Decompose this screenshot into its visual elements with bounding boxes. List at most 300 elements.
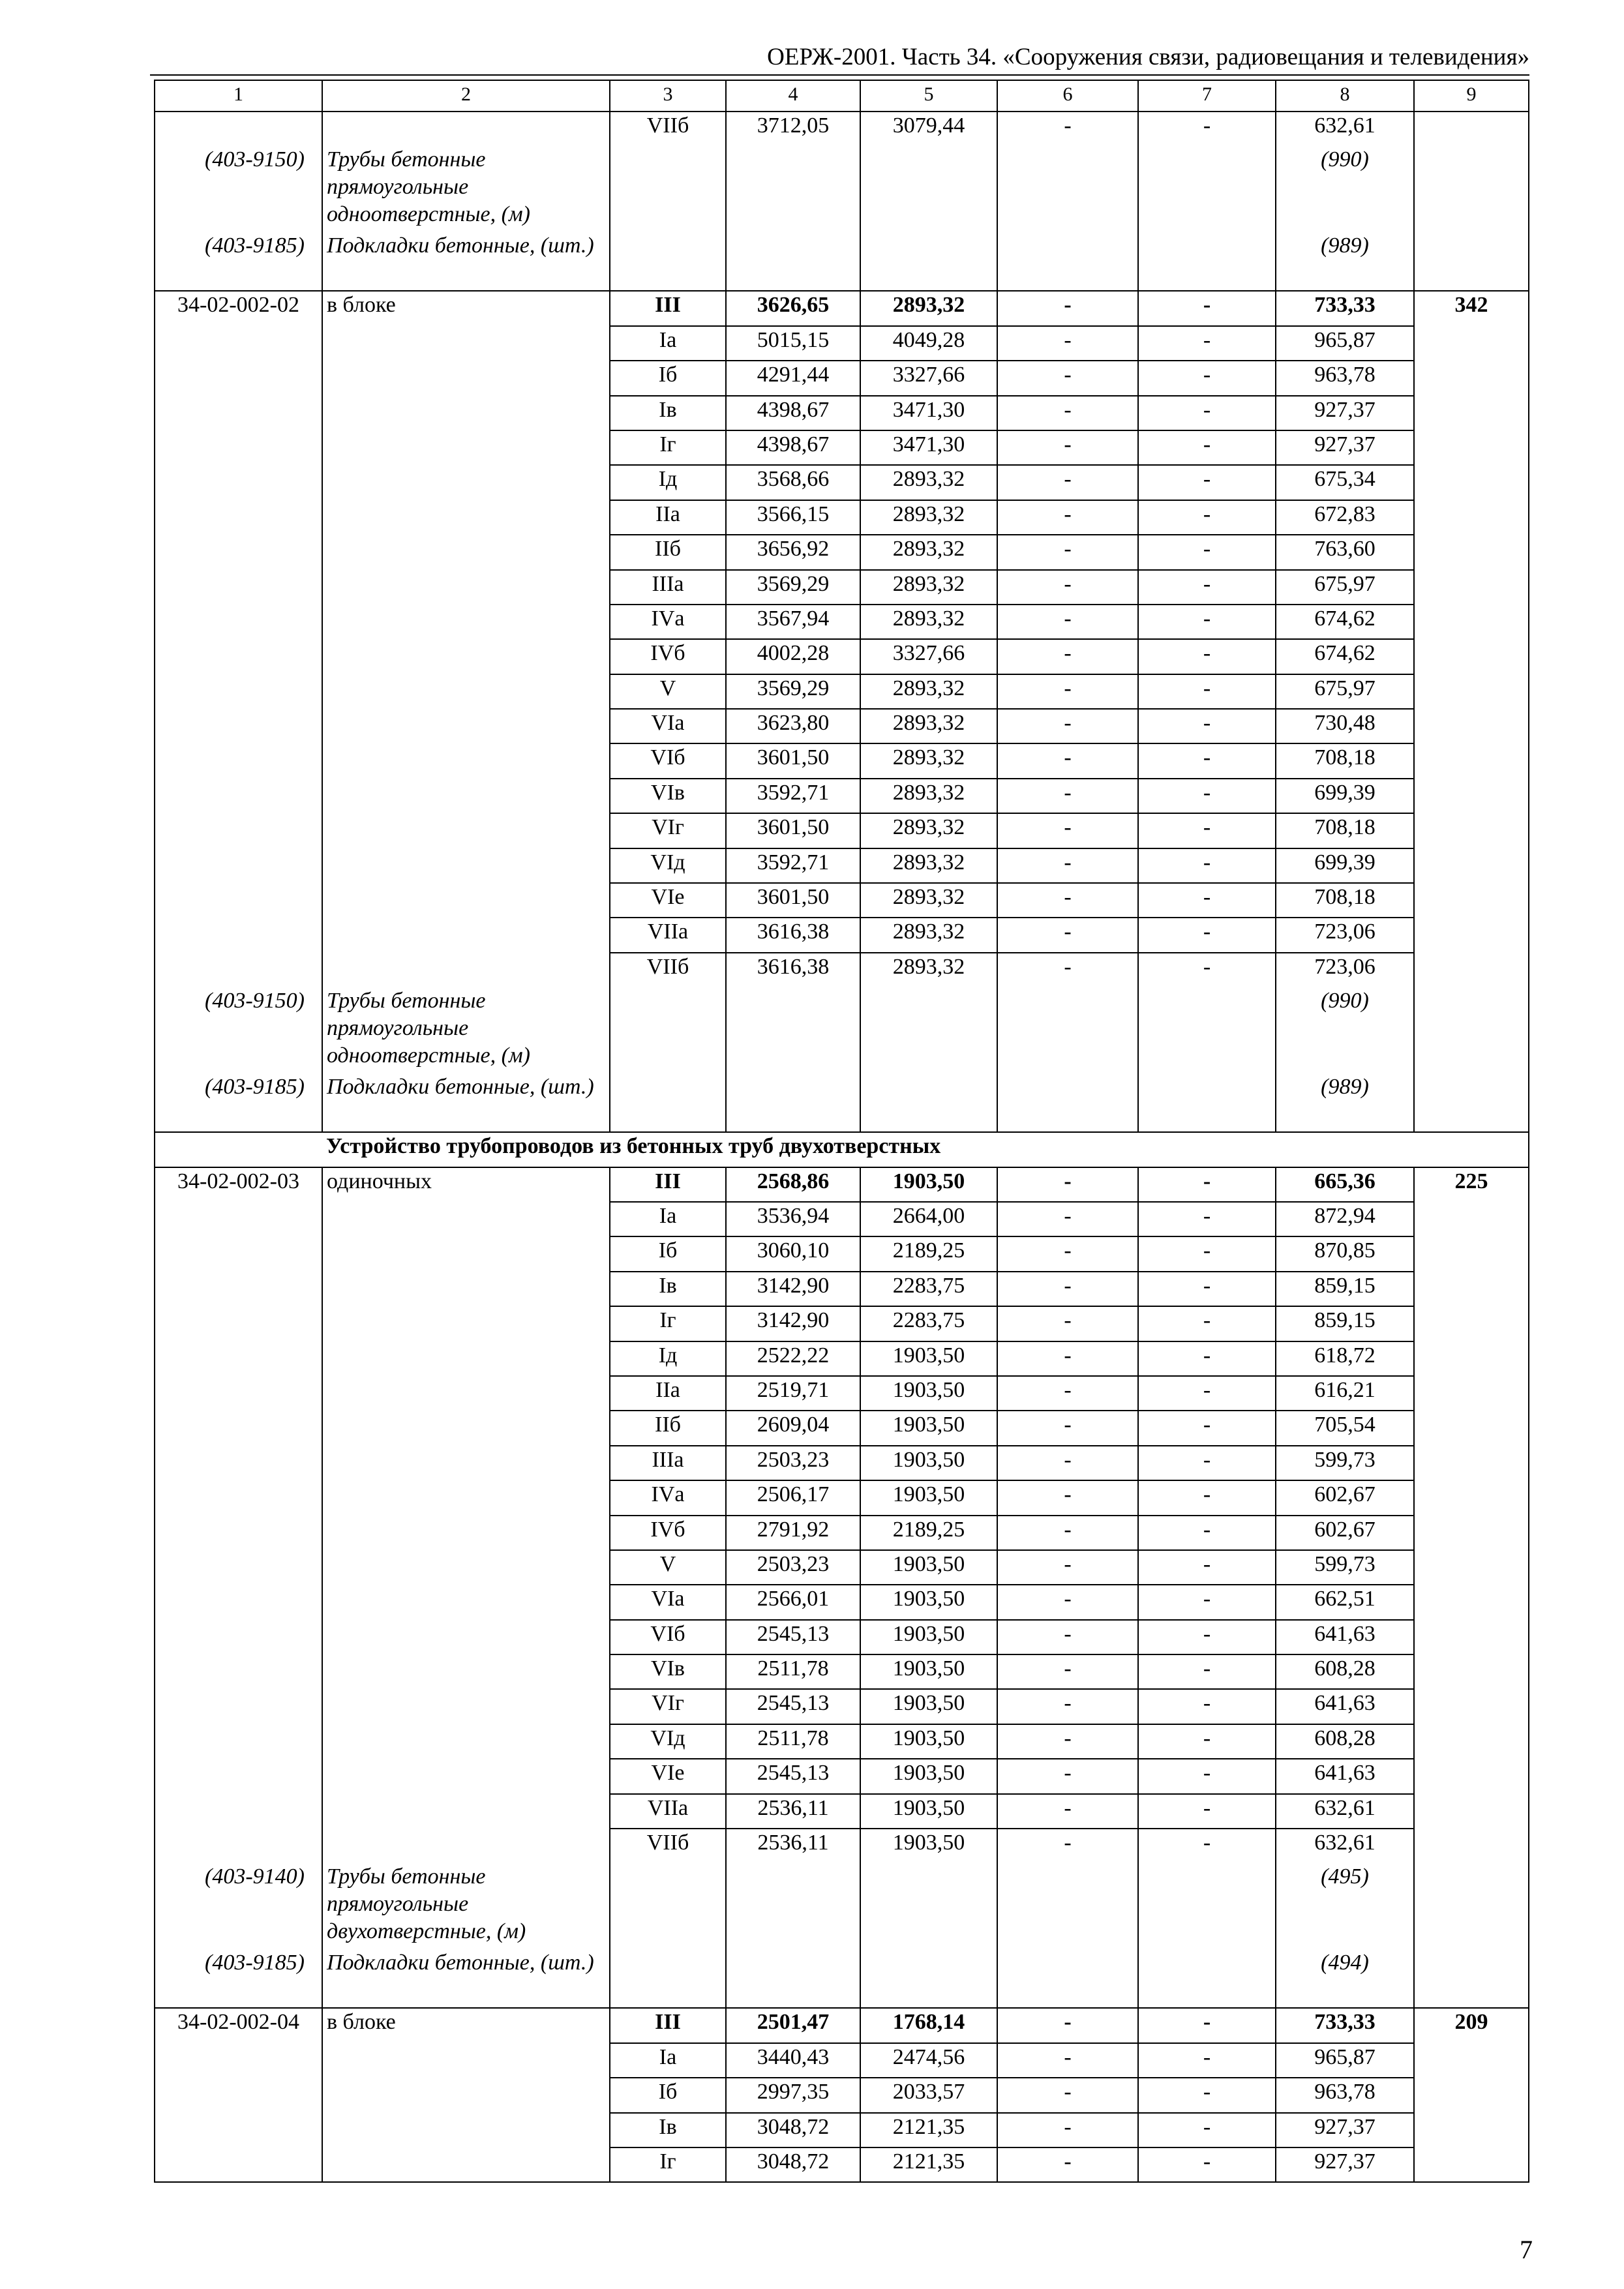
cell-col9: [1414, 605, 1529, 639]
cell-col4: 3592,71: [726, 779, 860, 813]
cell-col8: 963,78: [1276, 2078, 1414, 2112]
cell-col9: [1414, 1480, 1529, 1515]
cell-col2: [322, 1829, 610, 1863]
cell-col4: 2522,22: [726, 1341, 860, 1376]
cell-col9: [1414, 1949, 1529, 2008]
cell-col2: [322, 1620, 610, 1654]
cell-col9: [1414, 848, 1529, 883]
cell-col1: [155, 813, 322, 848]
cell-col6: -: [997, 1759, 1138, 1793]
cell-col9: [1414, 1550, 1529, 1585]
cell-col6: -: [997, 1480, 1138, 1515]
cell-col1: [155, 1341, 322, 1376]
cell-col5: 1903,50: [860, 1550, 997, 1585]
cell-col2: [322, 1480, 610, 1515]
cell-col1: [155, 1306, 322, 1341]
table-row: [155, 1236, 1529, 1271]
cell-col7: -: [1138, 953, 1276, 987]
rate-group-row: [155, 2008, 1529, 2042]
cell-col8: (495): [1276, 1863, 1414, 1949]
cell-col9: [1414, 1306, 1529, 1341]
table-row: [155, 1550, 1529, 1585]
cell-col4: 3712,05: [726, 112, 860, 146]
cell-col1: [155, 779, 322, 813]
cell-col6: [997, 146, 1138, 232]
cell-col2: [322, 2147, 610, 2182]
table-row: [155, 1654, 1529, 1689]
cell-col7: -: [1138, 291, 1276, 325]
cell-col1: [155, 1759, 322, 1793]
cell-col8: 665,36: [1276, 1167, 1414, 1202]
cell-col7: -: [1138, 1620, 1276, 1654]
cell-col7: -: [1138, 1759, 1276, 1793]
cell-col6: -: [997, 953, 1138, 987]
cell-col8: 641,63: [1276, 1689, 1414, 1724]
cell-col5: 1903,50: [860, 1167, 997, 1202]
cell-col7: [1138, 146, 1276, 232]
cell-col1: [155, 1794, 322, 1829]
cell-col2: [322, 1794, 610, 1829]
table-row: [155, 1341, 1529, 1376]
table-row: [155, 1480, 1529, 1515]
table-row: [155, 813, 1529, 848]
cell-col5: 2664,00: [860, 1202, 997, 1236]
table-row: [155, 1516, 1529, 1550]
cell-col7: -: [1138, 605, 1276, 639]
cell-col2: [322, 1759, 610, 1793]
cell-col7: -: [1138, 112, 1276, 146]
table-row: [155, 535, 1529, 569]
cell-col1: [155, 709, 322, 743]
table-row: [155, 743, 1529, 778]
cell-col8: 927,37: [1276, 430, 1414, 465]
cell-col3: [610, 987, 726, 1073]
cell-col2: [322, 535, 610, 569]
cell-col1: (403-9185): [155, 232, 322, 291]
cell-col1: [155, 1376, 322, 1411]
cell-col3: VIа: [610, 1585, 726, 1619]
cell-col5: 3327,66: [860, 361, 997, 395]
cell-col3: IIа: [610, 500, 726, 535]
resource-row: [155, 987, 1529, 1073]
table-row: [155, 1585, 1529, 1619]
cell-col1: [155, 396, 322, 430]
cell-col4: 3569,29: [726, 570, 860, 605]
cell-col5: 3471,30: [860, 396, 997, 430]
cell-col8: 674,62: [1276, 639, 1414, 674]
cell-col9: 209: [1414, 2008, 1529, 2042]
table-row: [155, 674, 1529, 709]
cell-col3: IVб: [610, 639, 726, 674]
cell-col3: Iа: [610, 326, 726, 361]
cell-col3: VIIа: [610, 918, 726, 952]
cell-col2: [322, 1202, 610, 1236]
cell-col5: [860, 1073, 997, 1132]
cell-col2: [322, 326, 610, 361]
column-header: 7: [1138, 80, 1276, 112]
cell-col4: 2997,35: [726, 2078, 860, 2112]
cell-col7: -: [1138, 1480, 1276, 1515]
cell-col1: (403-9140): [155, 1863, 322, 1949]
cell-col4: [726, 232, 860, 291]
cell-col1: [155, 1620, 322, 1654]
cell-col7: -: [1138, 430, 1276, 465]
cell-col5: 2893,32: [860, 953, 997, 987]
cell-col6: -: [997, 848, 1138, 883]
cell-col2: [322, 2043, 610, 2078]
cell-col5: 1903,50: [860, 1446, 997, 1480]
cell-col7: -: [1138, 1202, 1276, 1236]
cell-col2: [322, 1689, 610, 1724]
cell-col2: Трубы бетонные прямоугольные одноотверстные, (м): [322, 987, 610, 1073]
cell-col9: 342: [1414, 291, 1529, 325]
cell-col4: 2568,86: [726, 1167, 860, 1202]
cell-col2: Трубы бетонные прямоугольные одноотверстные, (м): [322, 146, 610, 232]
cell-col3: VIг: [610, 1689, 726, 1724]
cell-col4: 2609,04: [726, 1411, 860, 1445]
cell-col7: -: [1138, 709, 1276, 743]
cell-col2: [322, 1724, 610, 1759]
cell-col2: Подкладки бетонные, (шт.): [322, 232, 610, 291]
cell-col3: Iг: [610, 1306, 726, 1341]
cell-col2: Подкладки бетонные, (шт.): [322, 1073, 610, 1132]
cell-col6: -: [997, 813, 1138, 848]
cell-col5: 2893,32: [860, 743, 997, 778]
cell-col1: [155, 1550, 322, 1585]
cell-col7: -: [1138, 918, 1276, 952]
table-row: [155, 2078, 1529, 2112]
cell-col1: [155, 465, 322, 500]
cell-col5: 2283,75: [860, 1306, 997, 1341]
cell-col3: Iа: [610, 1202, 726, 1236]
cell-col5: 2893,32: [860, 918, 997, 952]
cell-col6: -: [997, 1272, 1138, 1306]
cell-col6: [997, 1949, 1138, 2008]
column-header: 6: [997, 80, 1138, 112]
section-heading: Устройство трубопроводов из бетонных труб двухотверстных: [322, 1132, 1529, 1167]
cell-col5: [860, 987, 997, 1073]
cell-col3: Iв: [610, 396, 726, 430]
cell-col1: (403-9150): [155, 987, 322, 1073]
cell-col6: -: [997, 2008, 1138, 2042]
cell-col7: [1138, 1949, 1276, 2008]
cell-col8: 723,06: [1276, 953, 1414, 987]
cell-col6: -: [997, 2147, 1138, 2182]
cell-col5: 2189,25: [860, 1236, 997, 1271]
resource-row: [155, 232, 1529, 291]
cell-col2: [322, 1516, 610, 1550]
cell-col7: -: [1138, 465, 1276, 500]
cell-col5: 2121,35: [860, 2113, 997, 2147]
cell-col6: -: [997, 361, 1138, 395]
table-body: [155, 80, 1529, 2182]
table-row: [155, 1446, 1529, 1480]
cell-col9: [1414, 112, 1529, 146]
cell-col8: 870,85: [1276, 1236, 1414, 1271]
cell-col8: 708,18: [1276, 743, 1414, 778]
cell-col5: 1903,50: [860, 1376, 997, 1411]
cell-col9: [1414, 2043, 1529, 2078]
cell-col9: [1414, 396, 1529, 430]
cell-col2: одиночных: [322, 1167, 610, 1202]
cell-col4: 2519,71: [726, 1376, 860, 1411]
cell-col8: 602,67: [1276, 1480, 1414, 1515]
cell-col6: [997, 987, 1138, 1073]
cell-col8: (990): [1276, 146, 1414, 232]
cell-col5: 3079,44: [860, 112, 997, 146]
cell-col9: [1414, 2078, 1529, 2112]
cell-col1: [155, 535, 322, 569]
cell-col1: [155, 918, 322, 952]
cell-col7: -: [1138, 674, 1276, 709]
cell-col9: [1414, 1073, 1529, 1132]
cell-col1: [155, 848, 322, 883]
cell-col8: 927,37: [1276, 2113, 1414, 2147]
cell-col9: [1414, 1516, 1529, 1550]
cell-col9: [1414, 361, 1529, 395]
cell-col7: -: [1138, 2113, 1276, 2147]
cell-col6: -: [997, 1411, 1138, 1445]
page-header-title: ОЕРЖ-2001. Часть 34. «Сооружения связи, радиовещания и телевидения»: [767, 44, 1529, 70]
cell-col2: [322, 361, 610, 395]
cell-col3: Iг: [610, 2147, 726, 2182]
cell-col6: -: [997, 1689, 1138, 1724]
cell-col4: 2545,13: [726, 1620, 860, 1654]
cell-col2: [322, 848, 610, 883]
cell-col2: [322, 465, 610, 500]
table-row: [155, 1411, 1529, 1445]
cell-col6: -: [997, 2043, 1138, 2078]
cell-col6: -: [997, 709, 1138, 743]
cell-col6: -: [997, 465, 1138, 500]
cell-col4: 3142,90: [726, 1306, 860, 1341]
cell-col8: (494): [1276, 1949, 1414, 2008]
cell-col3: VIб: [610, 1620, 726, 1654]
cell-col6: -: [997, 605, 1138, 639]
cell-col9: [1414, 1759, 1529, 1793]
cell-col1: [155, 1689, 322, 1724]
cell-col5: 2893,32: [860, 883, 997, 918]
empty-cell: [155, 1132, 322, 1167]
cell-col3: Iб: [610, 361, 726, 395]
cell-col1: [155, 1585, 322, 1619]
cell-col3: V: [610, 1550, 726, 1585]
cell-col7: -: [1138, 500, 1276, 535]
cell-col3: VIд: [610, 848, 726, 883]
cell-col6: [997, 1863, 1138, 1949]
column-header: 2: [322, 80, 610, 112]
cell-col9: [1414, 1794, 1529, 1829]
cell-col4: 2511,78: [726, 1654, 860, 1689]
cell-col7: [1138, 232, 1276, 291]
cell-col5: 2893,32: [860, 709, 997, 743]
cell-col4: 3568,66: [726, 465, 860, 500]
table-row: [155, 1759, 1529, 1793]
cell-col8: 927,37: [1276, 2147, 1414, 2182]
table-row: [155, 570, 1529, 605]
cell-col6: -: [997, 1202, 1138, 1236]
cell-col8: 708,18: [1276, 883, 1414, 918]
cell-col9: [1414, 570, 1529, 605]
cell-col6: -: [997, 1620, 1138, 1654]
cell-col4: 3048,72: [726, 2113, 860, 2147]
cell-col6: -: [997, 639, 1138, 674]
cell-col2: [322, 639, 610, 674]
cell-col9: [1414, 1272, 1529, 1306]
cell-col6: -: [997, 1341, 1138, 1376]
cell-col6: [997, 1073, 1138, 1132]
cell-col1: [155, 1236, 322, 1271]
cell-col2: [322, 2078, 610, 2112]
cell-col4: 3623,80: [726, 709, 860, 743]
cell-col3: Iд: [610, 465, 726, 500]
table-row: [155, 848, 1529, 883]
cell-col9: 225: [1414, 1167, 1529, 1202]
cell-col9: [1414, 1236, 1529, 1271]
cell-col4: 2506,17: [726, 1480, 860, 1515]
cell-col6: -: [997, 112, 1138, 146]
cell-col2: [322, 709, 610, 743]
cell-col4: [726, 1949, 860, 2008]
cell-col1: [155, 2078, 322, 2112]
cell-col8: 699,39: [1276, 779, 1414, 813]
cell-col4: 3601,50: [726, 883, 860, 918]
header-rule: [150, 74, 1529, 76]
cell-col1: [155, 743, 322, 778]
table-row: [155, 1794, 1529, 1829]
cell-col4: 2566,01: [726, 1585, 860, 1619]
cell-col3: IIб: [610, 535, 726, 569]
cell-col1: [155, 1654, 322, 1689]
cell-col7: -: [1138, 2147, 1276, 2182]
cell-col6: -: [997, 2078, 1138, 2112]
cell-col3: VIв: [610, 1654, 726, 1689]
cell-col1: [155, 326, 322, 361]
cell-col5: 2893,32: [860, 848, 997, 883]
cell-col1: [155, 1411, 322, 1445]
cell-col1: [155, 1724, 322, 1759]
cell-col2: [322, 1272, 610, 1306]
cell-col7: -: [1138, 639, 1276, 674]
cell-col3: Iа: [610, 2043, 726, 2078]
cell-col5: 2893,32: [860, 813, 997, 848]
cell-col2: Трубы бетонные прямоугольные двухотверстные, (м): [322, 1863, 610, 1949]
cell-col4: 3592,71: [726, 848, 860, 883]
cell-col8: 965,87: [1276, 326, 1414, 361]
cell-col2: [322, 1411, 610, 1445]
cell-col9: [1414, 430, 1529, 465]
cell-col2: [322, 1376, 610, 1411]
cell-col1: [155, 2043, 322, 2078]
cell-col5: 1903,50: [860, 1341, 997, 1376]
cell-col6: -: [997, 779, 1138, 813]
cell-col3: VIIб: [610, 112, 726, 146]
cell-col2: [322, 605, 610, 639]
cell-col4: 2536,11: [726, 1829, 860, 1863]
cell-col8: 675,97: [1276, 570, 1414, 605]
cell-col5: 1903,50: [860, 1585, 997, 1619]
cell-col8: 963,78: [1276, 361, 1414, 395]
resource-row: [155, 1863, 1529, 1949]
cell-col4: 3440,43: [726, 2043, 860, 2078]
cell-col7: -: [1138, 1516, 1276, 1550]
cell-col4: 4002,28: [726, 639, 860, 674]
cell-col9: [1414, 918, 1529, 952]
cell-col4: 3601,50: [726, 743, 860, 778]
cell-col7: -: [1138, 1585, 1276, 1619]
cell-col6: -: [997, 1167, 1138, 1202]
cell-col9: [1414, 709, 1529, 743]
cell-col9: [1414, 1620, 1529, 1654]
cell-col4: 3616,38: [726, 953, 860, 987]
rate-group-row: [155, 291, 1529, 325]
cell-col8: 641,63: [1276, 1620, 1414, 1654]
cell-col7: -: [1138, 2078, 1276, 2112]
column-header-row: [155, 80, 1529, 112]
cell-col7: -: [1138, 1236, 1276, 1271]
cell-col9: [1414, 674, 1529, 709]
table-row: [155, 1829, 1529, 1863]
cell-col3: IIа: [610, 1376, 726, 1411]
table-row: [155, 1272, 1529, 1306]
cell-col5: 2474,56: [860, 2043, 997, 2078]
cell-col9: [1414, 779, 1529, 813]
cell-col3: III: [610, 1167, 726, 1202]
cell-col7: -: [1138, 1829, 1276, 1863]
cell-col7: -: [1138, 396, 1276, 430]
cell-col9: [1414, 232, 1529, 291]
cell-col8: 632,61: [1276, 112, 1414, 146]
cell-col2: [322, 883, 610, 918]
cell-col1: (403-9185): [155, 1949, 322, 2008]
cell-col9: [1414, 743, 1529, 778]
cell-col7: -: [1138, 570, 1276, 605]
cell-col8: 599,73: [1276, 1446, 1414, 1480]
cell-col7: -: [1138, 535, 1276, 569]
table-row: [155, 1202, 1529, 1236]
cell-col8: 723,06: [1276, 918, 1414, 952]
cell-col1: [155, 2113, 322, 2147]
cell-col6: -: [997, 674, 1138, 709]
cell-col6: -: [997, 1376, 1138, 1411]
page-number: 7: [1520, 2235, 1533, 2264]
cell-col6: -: [997, 430, 1138, 465]
cell-col9: [1414, 1585, 1529, 1619]
cell-col9: [1414, 146, 1529, 232]
cell-col6: -: [997, 1236, 1138, 1271]
cell-col5: 3471,30: [860, 430, 997, 465]
cell-col9: [1414, 883, 1529, 918]
cell-col5: 2283,75: [860, 1272, 997, 1306]
cell-col7: -: [1138, 1376, 1276, 1411]
cell-col5: 2893,32: [860, 605, 997, 639]
cell-col3: VIд: [610, 1724, 726, 1759]
cell-col8: 662,51: [1276, 1585, 1414, 1619]
cell-col2: [322, 674, 610, 709]
cell-col6: -: [997, 2113, 1138, 2147]
cell-col8: 708,18: [1276, 813, 1414, 848]
cell-col3: Iв: [610, 2113, 726, 2147]
cell-col8: 730,48: [1276, 709, 1414, 743]
cell-col5: 2033,57: [860, 2078, 997, 2112]
cell-col3: [610, 1863, 726, 1949]
cell-col7: -: [1138, 1167, 1276, 1202]
cell-col8: 927,37: [1276, 396, 1414, 430]
cell-col2: Подкладки бетонные, (шт.): [322, 1949, 610, 2008]
cell-col4: 2791,92: [726, 1516, 860, 1550]
cell-col9: [1414, 953, 1529, 987]
cell-col3: [610, 1073, 726, 1132]
